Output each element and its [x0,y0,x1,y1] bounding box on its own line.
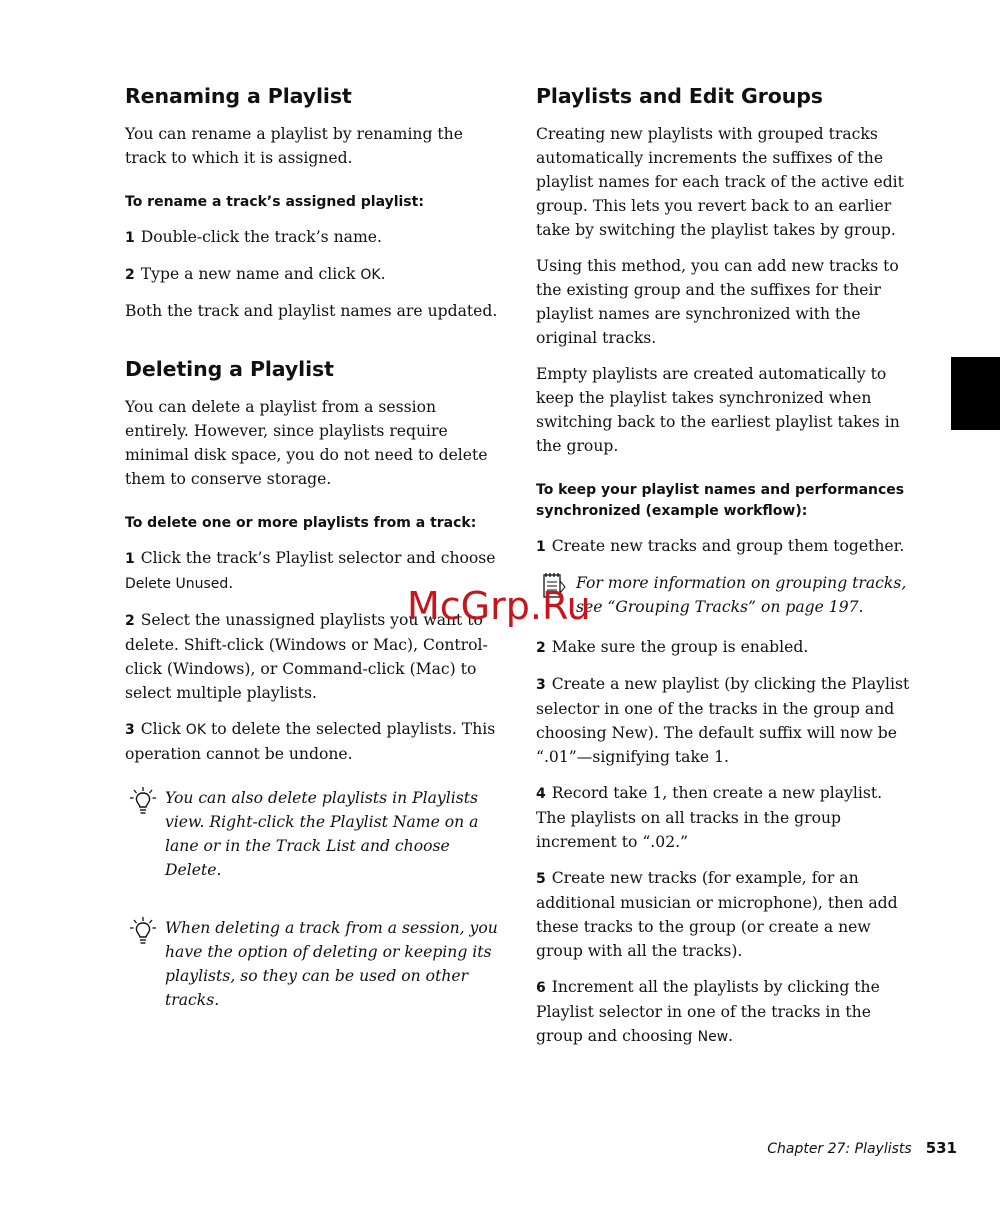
workflow-step-2 [536,635,911,660]
edit-groups-heading: Playlists and Edit Groups [536,84,823,108]
step-number: 3 [536,677,546,693]
step-text-after: to delete the selected playlists. This operation cannot be undone. [125,720,496,763]
step-text: Create new tracks and group them together. [551,537,905,555]
step-number: 2 [125,267,135,283]
page-number: 531 [925,1139,957,1157]
step-text: Click the track’s Playlist selector and choose [140,549,496,567]
step-text: Type a new name and click [140,265,361,283]
step-text: Select the unassigned playlists you want to delete. Shift-click (Windows or Mac), Control-click (Windows), or Command-click (Mac) to select multiple playlists. [125,611,488,702]
step-number: 5 [536,871,546,887]
workflow-step-6 [536,975,911,1049]
tip-2 [125,916,500,1012]
chapter-thumb-tab [951,357,1000,430]
step-text: Create a new playlist (by clicking the Playlist selector in one of the tracks in the group and choosing New). The default suffix will now be “.01”—signifying take 1. [536,675,910,766]
step-number: 1 [125,230,135,246]
step-text: Double-click the track’s name. [140,228,382,246]
delete-heading: Deleting a Playlist [125,357,334,381]
rename-procedure-title: To rename a track’s assigned playlist: [125,194,424,210]
note-text: For more information on grouping tracks, see “Grouping Tracks” on page 197. [576,574,907,616]
workflow-step-3 [536,672,911,769]
step-number: 2 [536,640,546,656]
step-text-after: . [728,1027,734,1045]
delete-procedure-title: To delete one or more playlists from a track: [125,515,477,531]
command-name: Delete Unused [125,576,229,592]
step-number: 1 [125,551,135,567]
step-number: 1 [536,539,546,555]
command-name: OK [185,722,206,738]
step-number: 3 [125,722,135,738]
chapter-label: Chapter 27: Playlists [767,1141,912,1157]
step-text-after: . [380,265,386,283]
right-column [536,84,911,1061]
workflow-step-5 [536,866,911,963]
tip-text: You can also delete playlists in Playlists view. Right-click the Playlist Name on a lane or in the Track List and choose Delete. [165,789,479,879]
note-grouping [536,571,911,619]
paragraph-2: Using this method, you can add new tracks to the existing group and the suffixes for their playlist names are synchronized with the original tracks. [536,257,899,347]
step-number: 4 [536,786,546,802]
tip-text: When deleting a track from a session, you have the option of deleting or keeping its playlists, so they can be used on other tracks. [165,919,498,1009]
step-number: 2 [125,613,135,629]
command-name: New [697,1029,729,1045]
rename-step-2 [125,262,500,287]
workflow-procedure-title: To keep your playlist names and performances synchronized (example workflow): [536,482,905,519]
workflow-step-1 [536,534,911,559]
rename-heading: Renaming a Playlist [125,84,352,108]
step-text: Create new tracks (for example, for an additional musician or microphone), then add these tracks to the group (or create a new group with all the tracks). [536,869,898,960]
paragraph-1: Creating new playlists with grouped tracks automatically increments the suffixes of the playlist names for each track of the active edit group. This lets you revert back to an earlier take by switching the playlist takes by group. [536,125,904,239]
step-number: 6 [536,980,546,996]
tip-1 [125,786,500,882]
lightbulb-icon [129,916,157,948]
command-name: OK [360,267,381,283]
workflow-step-4 [536,781,911,854]
page-footer [767,1139,957,1157]
left-column [125,84,500,1024]
delete-step-3 [125,717,500,766]
step-text: Increment all the playlists by clicking the Playlist selector in one of the tracks in the group and choosing [536,978,880,1045]
rename-step-1 [125,225,500,250]
paragraph-3: Empty playlists are created automatically to keep the playlist takes synchronized when switching back to the earliest playlist takes in the group. [536,365,900,455]
delete-intro: You can delete a playlist from a session entirely. However, since playlists require minimal disk space, you do not need to delete them to conserve storage. [125,398,488,488]
step-text: Make sure the group is enabled. [551,638,809,656]
step-text: Click [140,720,186,738]
step-text: Record take 1, then create a new playlist. The playlists on all tracks in the group increment to “.02.” [536,784,883,851]
rename-result: Both the track and playlist names are updated. [125,302,498,320]
rename-intro: You can rename a playlist by renaming the track to which it is assigned. [125,125,463,167]
lightbulb-icon [129,786,157,818]
step-text-after: . [228,574,234,592]
watermark: McGrp.Ru [407,584,591,628]
